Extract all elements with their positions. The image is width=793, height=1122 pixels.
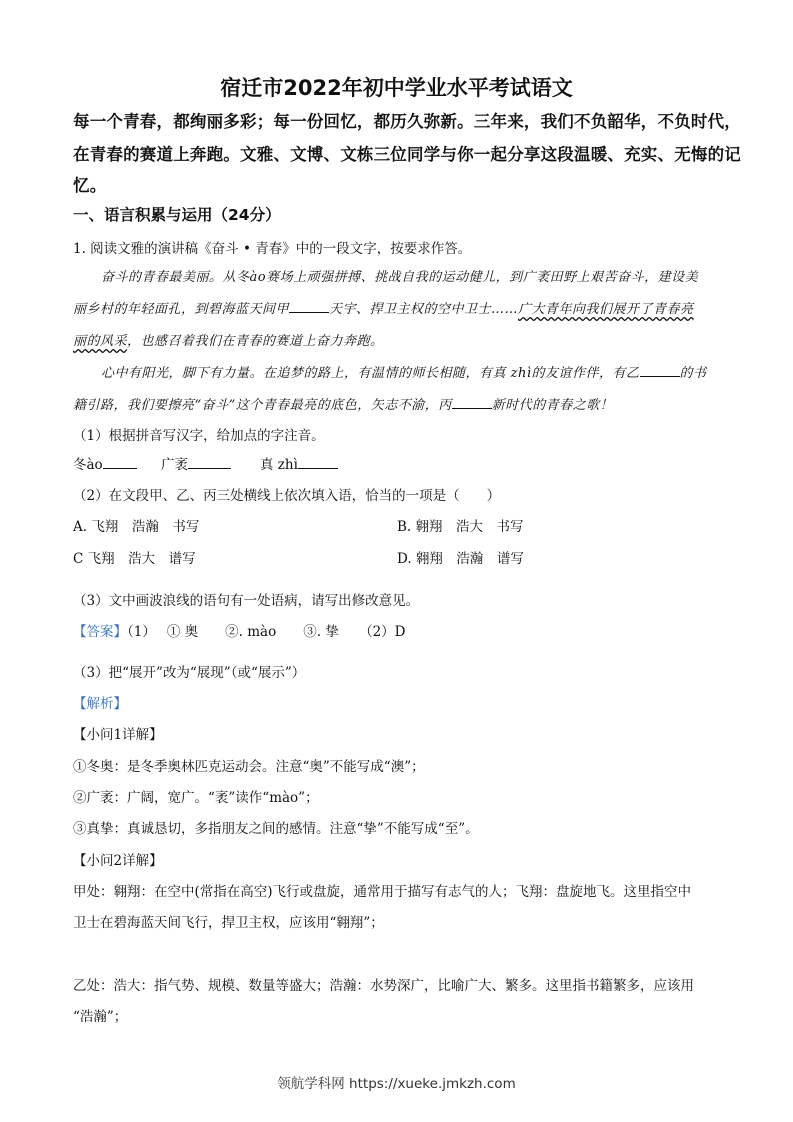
pinyin-label: 冬ào: [73, 457, 103, 473]
pinyin-item: [161, 453, 231, 473]
passage-text: 籍引路，我们要擦亮“奋斗”这个青春最亮的底色，矢志不渝，丙: [73, 398, 452, 413]
analysis-line: ③真挚：真诚恳切，多指朋友之间的感情。注意“挚”不能写成“至”。: [73, 821, 479, 837]
footer-watermark: 领航学科网 https://xueke.jmkzh.com: [277, 1076, 516, 1092]
section-heading: 一、语言积累与运用（24分）: [73, 206, 281, 224]
answer-label: 【答案】: [73, 624, 127, 640]
option-d: D. 翱翔 浩瀚 谱写: [397, 551, 524, 567]
intro-line-1: 每一个青春，都绚丽多彩；每一份回忆，都历久弥新。三年来，我们不负韶华，不负时代，: [73, 112, 741, 131]
wavy-underlined-sentence: 丽的风采: [73, 334, 128, 349]
answer-line-2: （3）把“展开”改为“展现”（或“展示”）: [73, 665, 306, 681]
passage-line: 奋斗的青春最美丽。从冬ào赛场上顽强拼搏、挑战自我的运动健儿，到广袤田野上艰苦奋斗，建设美: [101, 270, 699, 285]
sub-heading-2: 【小问2详解】: [73, 853, 163, 869]
sub-question-1: （1）根据拼音写汉字，给加点的字注音。: [73, 428, 325, 444]
answer-blank: [103, 456, 137, 469]
analysis-line: 乙处：浩大：指气势、规模、数量等盛大；浩瀚：水势深广，比喻广大、繁多。这里指书籍繁多，应该用: [73, 978, 694, 994]
pinyin-item: [260, 453, 338, 473]
pinyin-item: [73, 453, 137, 473]
pinyin-label: 广袤: [161, 457, 188, 473]
intro-line-2: 在青春的赛道上奔跑。文雅、文博、文栋三位同学与你一起分享这段温暖、充实、无悔的记: [73, 145, 741, 164]
passage-text: 天宇、捍卫主权的空中卫士……: [329, 302, 519, 317]
pinyin-label: 真 zhì: [260, 457, 298, 473]
sub-question-2: （2）在文段甲、乙、丙三处横线上依次填入语，恰当的一项是（ ）: [73, 488, 501, 504]
intro-line-3: 忆。: [73, 176, 107, 195]
question-stem: 1. 阅读文雅的演讲稿《奋斗 • 青春》中的一段文字，按要求作答。: [73, 241, 472, 257]
passage-text: 丽乡村的年轻面孔，到碧海蓝天间甲: [73, 302, 290, 317]
answer-blank: [298, 456, 338, 469]
page-title: 宿迁市2022年初中学业水平考试语文: [220, 76, 573, 100]
passage-line: [73, 330, 384, 349]
passage-line: [101, 362, 707, 381]
answer-text: （1） ① 奥 ②. mào ③. 挚 （2）D: [127, 624, 406, 640]
analysis-label: 【解析】: [73, 696, 127, 712]
passage-text: 心中有阳光，脚下有力量。在追梦的路上，有温情的师长相随，有真 zhì的友谊作伴，有乙: [101, 366, 640, 381]
sub-heading-1: 【小问1详解】: [73, 727, 163, 743]
answer-blank: [188, 456, 231, 469]
wavy-underlined-sentence: 广大青年向我们展开了青春亮: [518, 302, 694, 317]
passage-line: [73, 394, 613, 413]
answer-line-1: [73, 620, 405, 640]
sub-question-3: （3）文中画波浪线的语句有一处语病，请写出修改意见。: [73, 593, 420, 609]
analysis-line: 甲处：翱翔：在空中(常指在高空)飞行或盘旋，通常用于描写有志气的人；飞翔：盘旋地飞。这里指空中: [73, 884, 692, 900]
analysis-line: “浩瀚”；: [73, 1009, 128, 1025]
analysis-line: ②广袤：广阔，宽广。“袤”读作“mào”；: [73, 790, 319, 806]
blank-bing: [452, 396, 492, 409]
passage-line: [73, 298, 694, 317]
blank-yi: [640, 364, 680, 377]
option-b: B. 翱翔 浩大 书写: [397, 519, 524, 535]
option-a: A. 飞翔 浩瀚 书写: [73, 519, 200, 535]
option-c: C 飞翔 浩大 谱写: [73, 551, 196, 567]
passage-text: ，也感召着我们在青春的赛道上奋力奔跑。: [127, 334, 384, 349]
passage-text: 的书: [679, 366, 707, 381]
analysis-line: ①冬奥：是冬季奥林匹克运动会。注意“奥”不能写成“澳”；: [73, 759, 425, 775]
passage-text: 新时代的青春之歌！: [491, 398, 614, 413]
analysis-line: 卫士在碧海蓝天间飞行，捍卫主权，应该用“翱翔”；: [73, 915, 384, 931]
blank-jia: [289, 300, 329, 313]
